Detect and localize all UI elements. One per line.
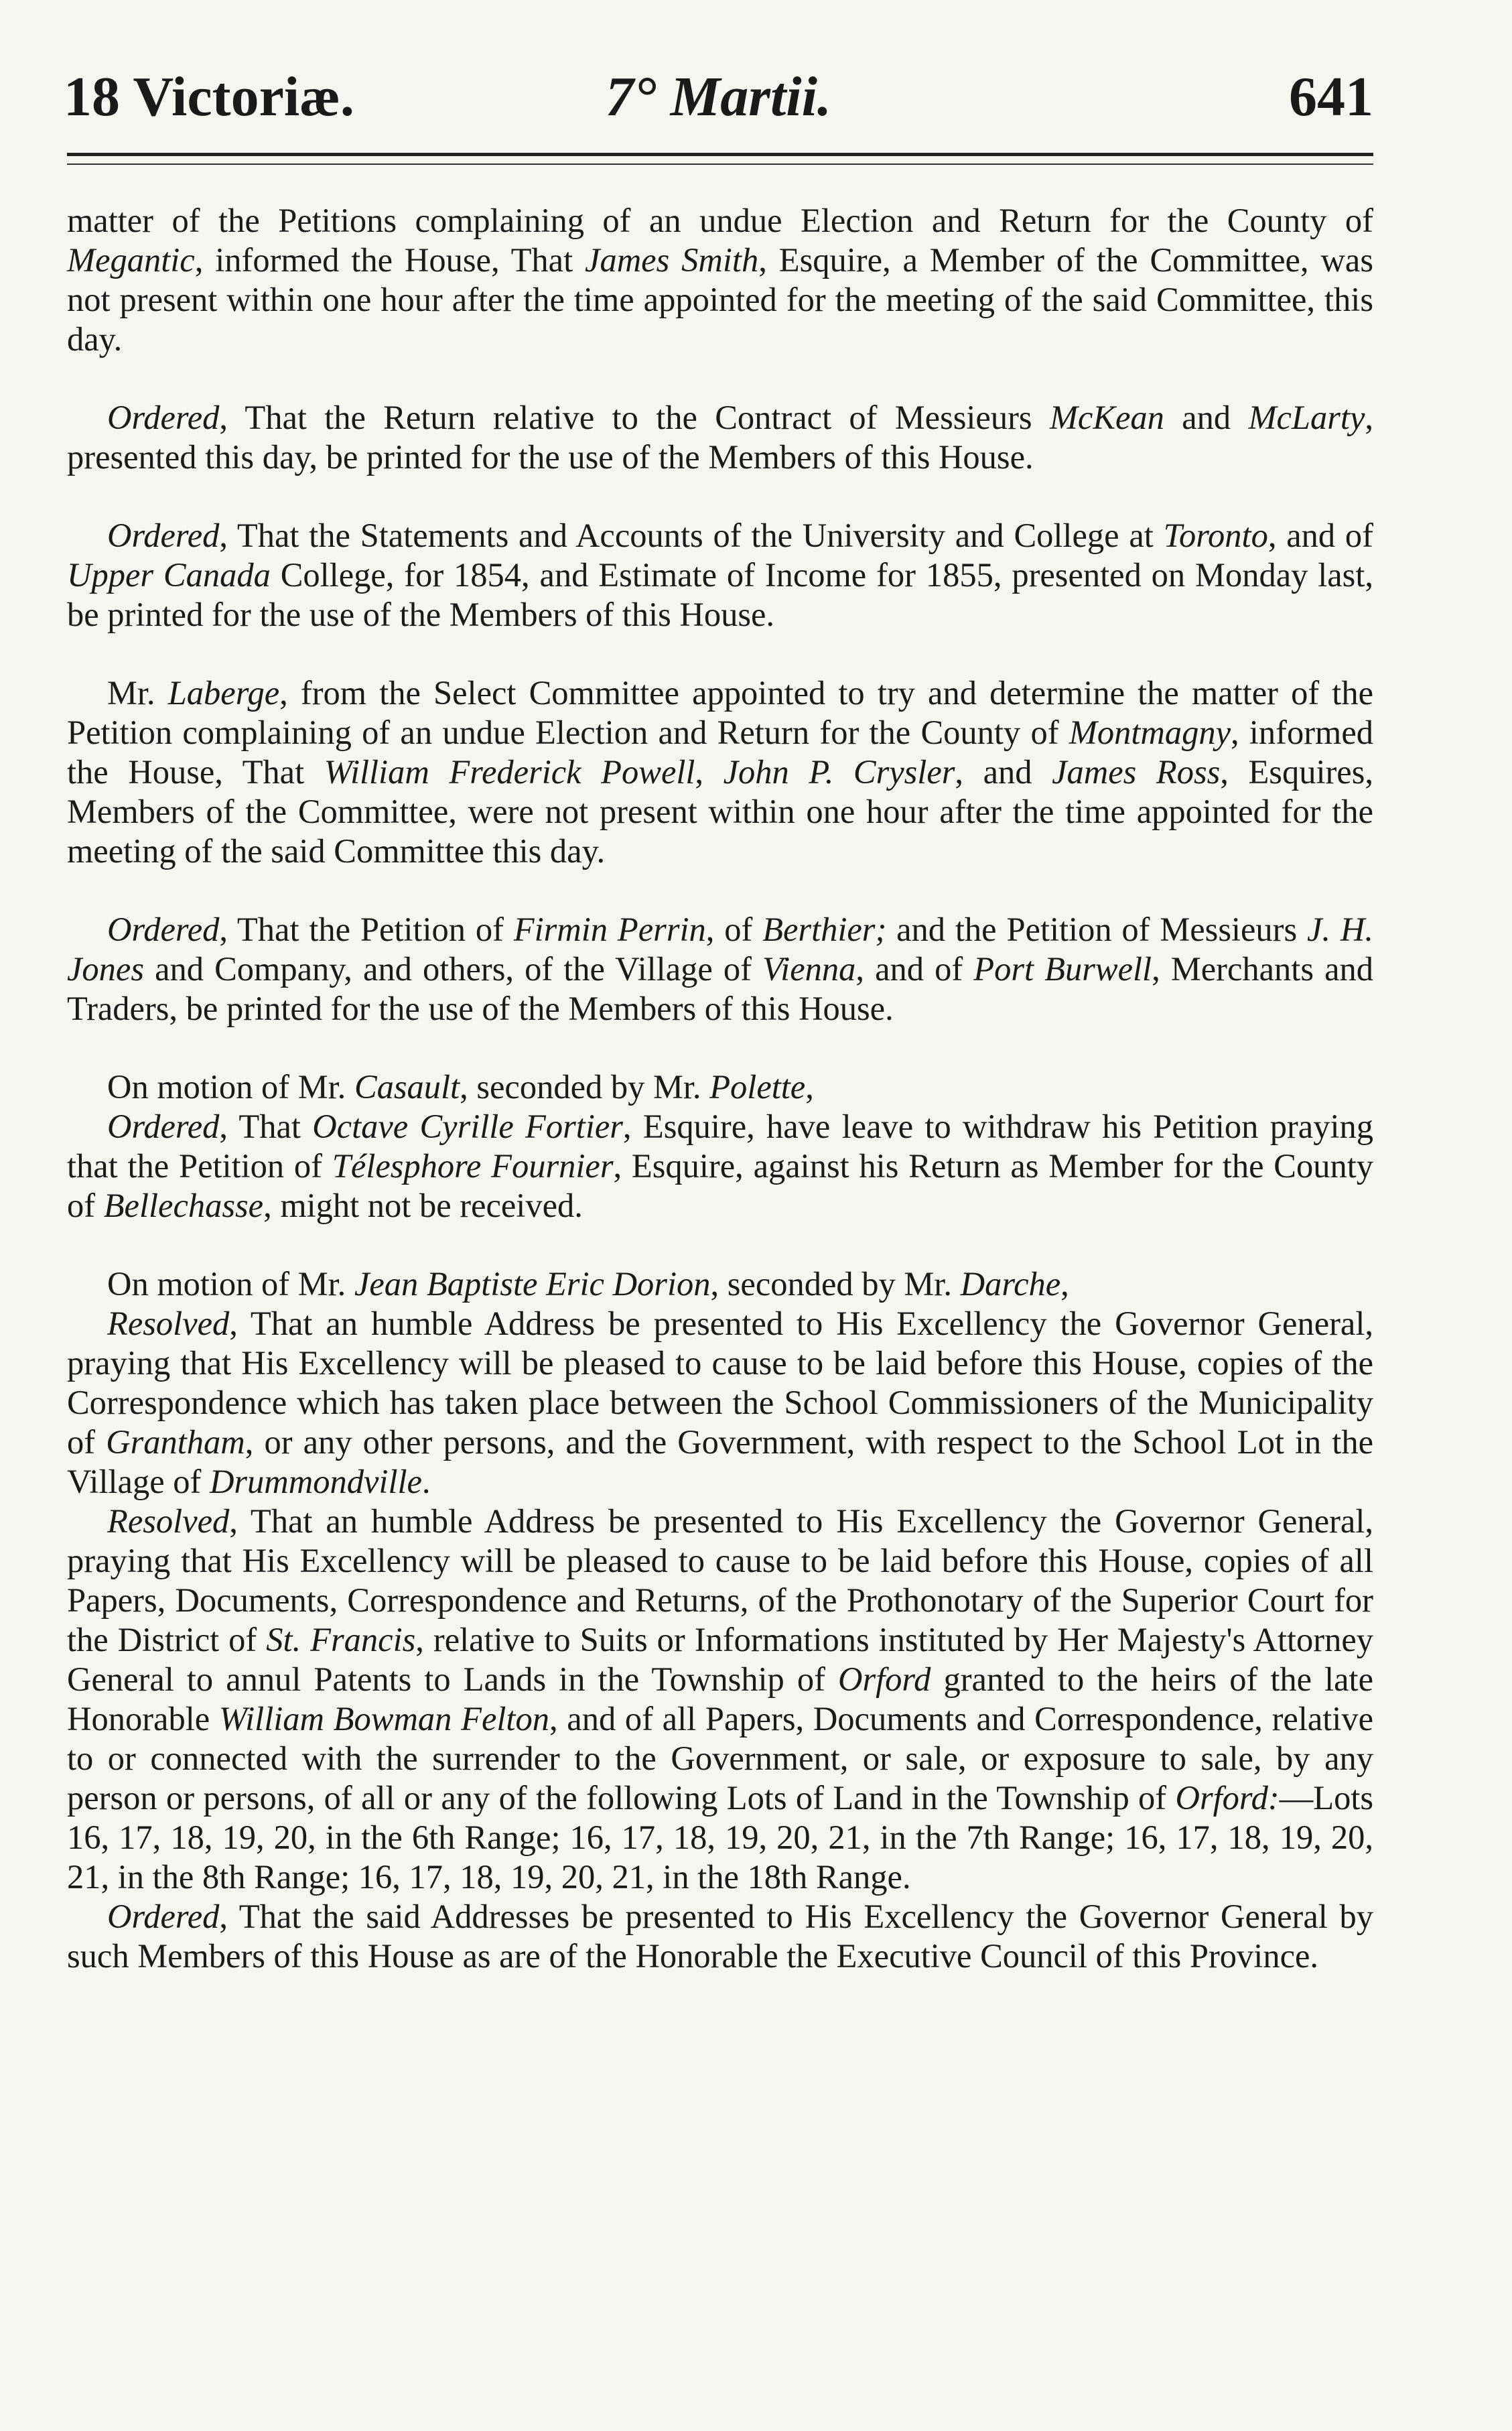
text-run: granted to the heirs of the late Honorable xyxy=(67,1660,1373,1737)
italic-name: Laberge xyxy=(167,674,280,712)
text-run: On motion of Mr. xyxy=(107,1068,354,1106)
paragraph-p4 xyxy=(67,673,1373,871)
text-run: , and of xyxy=(855,950,974,988)
italic-name: Casault xyxy=(354,1068,460,1106)
italic-name: Darche xyxy=(960,1265,1061,1303)
italic-name: Resolved xyxy=(107,1305,230,1342)
text-run: , Esquire, a Member of the Committee, was not present within one hour after the time appointed for the meeting of the said Committee, this day. xyxy=(67,241,1373,358)
paragraph-p9 xyxy=(67,1304,1373,1502)
paragraph-p8 xyxy=(67,1264,1373,1304)
italic-name: Octave Cyrille Fortier xyxy=(312,1108,623,1145)
italic-name: Grantham xyxy=(106,1423,245,1461)
text-run: , That an humble Address be presented to His Excellency the Governor General, praying that His Excellency will be pleased to cause to be laid before this House, copies of the Correspondence which has taken place between the School Commissioners of the Municipality of xyxy=(67,1305,1373,1461)
italic-name: James Ross xyxy=(1052,753,1221,791)
italic-name: William Frederick Powell xyxy=(324,753,695,791)
text-run: , That the said Addresses be presented to His Excellency the Governor General by such Members of this House as are of the Honorable the Executive Council of this Province. xyxy=(67,1898,1373,1975)
text-run: , and xyxy=(955,753,1052,791)
text-run: , might not be received. xyxy=(263,1187,583,1224)
text-run: —Lots 16, 17, 18, 19, 20, in the 6th Range; 16, 17, 18, 19, 20, 21, in the 7th Range; 16, 17, 18, 19, 20, 21, in the 8th Range; 16, 17, 18, 19, 20, 21, in the 18th Range. xyxy=(67,1779,1373,1896)
italic-name: William Bowman Felton xyxy=(218,1700,549,1737)
page-header xyxy=(64,57,1373,137)
italic-name: Ordered xyxy=(107,911,220,948)
page-number: 641 xyxy=(1289,66,1373,128)
italic-name: James Smith xyxy=(585,241,759,279)
page-body xyxy=(67,201,1373,1976)
italic-name: Polette xyxy=(709,1068,806,1106)
italic-name: Vienna xyxy=(762,950,856,988)
italic-name: Berthier; xyxy=(762,911,887,948)
italic-name: Télesphore Fournier xyxy=(332,1147,614,1185)
paragraph-p6 xyxy=(67,1067,1373,1107)
italic-name: Toronto xyxy=(1163,517,1268,554)
text-run: , xyxy=(695,753,724,791)
text-run: , That the Petition of xyxy=(219,911,514,948)
text-run: , or any other persons, and the Government, with respect to the School Lot in the Village of xyxy=(67,1423,1373,1500)
date-heading: 7° Martii. xyxy=(606,66,831,128)
text-run: , That xyxy=(219,1108,313,1145)
italic-name: Firmin Perrin xyxy=(513,911,706,948)
paragraph-p11 xyxy=(67,1897,1373,1976)
text-run: , That the Statements and Accounts of the University and College at xyxy=(219,517,1164,554)
italic-name: Port Burwell xyxy=(973,950,1152,988)
text-run: College, for 1854, and Estimate of Income for 1855, presented on Monday last, be printed for the use of the Members of this House. xyxy=(67,556,1373,633)
text-run: , That the Return relative to the Contract of Messieurs xyxy=(219,399,1050,436)
text-run: , and of all Papers, Documents and Correspondence, relative to or connected with the surrender to the Government, or sale, or exposure to sale, by any person or persons, of all or any of the following Lots of Land in the Township of xyxy=(67,1700,1374,1817)
italic-name: Resolved xyxy=(107,1502,230,1540)
italic-name: Ordered xyxy=(107,1108,220,1145)
text-run: , Merchants and Traders, be printed for the use of the Members of this House. xyxy=(67,950,1373,1027)
text-run: , Esquires, Members of the Committee, were not present within one hour after the time appointed for the meeting of the said Committee this day. xyxy=(67,753,1373,870)
paragraph-p10 xyxy=(67,1502,1373,1897)
italic-name: Megantic xyxy=(67,241,195,279)
text-run: , relative to Suits or Informations instituted by Her Majesty's Attorney General to annul Patents to Lands in the Township of xyxy=(67,1621,1373,1698)
paragraph-p1 xyxy=(67,201,1373,359)
italic-name: McKean xyxy=(1049,399,1164,436)
text-run: , That an humble Address be presented to His Excellency the Governor General, praying that His Excellency will be pleased to cause to be laid before this House, copies of all Papers, Documents, Correspondence and Returns, of the Prothonotary of the Superior Court for the District of xyxy=(67,1502,1373,1658)
text-run: , Esquire, against his Return as Member for the County of xyxy=(67,1147,1374,1224)
italic-name: Upper Canada xyxy=(67,556,271,594)
text-run: , informed the House, That xyxy=(194,241,586,279)
italic-name: Ordered xyxy=(107,517,220,554)
italic-name: St. Francis xyxy=(266,1621,416,1658)
italic-name: Ordered xyxy=(107,1898,220,1935)
italic-name: Orford xyxy=(837,1660,931,1698)
text-run: and the Petition of Messieurs xyxy=(886,911,1307,948)
italic-name: Ordered xyxy=(107,399,220,436)
text-run: On motion of Mr. xyxy=(107,1265,354,1303)
paragraph-p5 xyxy=(67,910,1373,1029)
paragraph-p3 xyxy=(67,516,1373,635)
regnal-year: 18 Victoriæ. xyxy=(64,66,354,128)
text-run: , and of xyxy=(1267,517,1373,554)
italic-name: McLarty xyxy=(1248,399,1365,436)
text-run: , seconded by Mr. xyxy=(460,1068,710,1106)
text-run: , informed the House, That xyxy=(67,714,1373,791)
text-run: . xyxy=(421,1463,431,1500)
italic-name: Bellechasse xyxy=(103,1187,264,1224)
text-run: , presented this day, be printed for the use of the Members of this House. xyxy=(67,399,1373,476)
text-run: , of xyxy=(705,911,763,948)
paragraph-p2 xyxy=(67,398,1373,477)
italic-name: J. H. Jones xyxy=(67,911,1373,988)
italic-name: Drummondville xyxy=(209,1463,422,1500)
italic-name: Montmagny xyxy=(1069,714,1231,751)
italic-name: Orford: xyxy=(1175,1779,1280,1817)
header-rule-thick xyxy=(67,153,1373,156)
text-run: , xyxy=(1060,1265,1069,1303)
text-run: , Esquire, have leave to withdraw his Petition praying that the Petition of xyxy=(67,1108,1373,1185)
text-run: Mr. xyxy=(107,674,168,712)
text-run: matter of the Petitions complaining of an undue Election and Return for the County of xyxy=(67,202,1373,239)
italic-name: John P. Crysler xyxy=(723,753,955,791)
text-run: , seconded by Mr. xyxy=(710,1265,961,1303)
header-rule-thin xyxy=(67,163,1373,165)
text-run: and Company, and others, of the Village of xyxy=(143,950,763,988)
text-run: , xyxy=(805,1068,814,1106)
text-run: , from the Select Committee appointed to try and determine the matter of the Petition complaining of an undue Election and Return for the County of xyxy=(67,674,1373,751)
text-run: and xyxy=(1164,399,1249,436)
italic-name: Jean Baptiste Eric Dorion xyxy=(354,1265,711,1303)
paragraph-p7 xyxy=(67,1107,1373,1226)
